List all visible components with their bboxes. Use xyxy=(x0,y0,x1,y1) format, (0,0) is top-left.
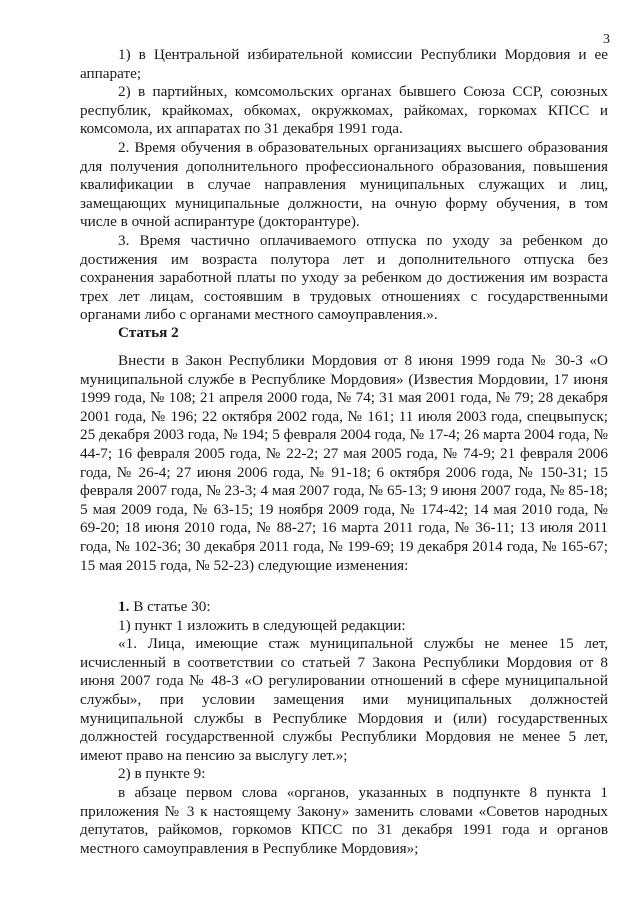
subitem-2: 2) в пункте 9: xyxy=(118,765,206,783)
replacement-paragraph: в абзаце первом слова «органов, указанных в подпункте 8 пункта 1 приложения № 3 к настоящему Закону» заменить словами «Советов народных депутатов, райкомов, горкомов КПСС по 31 декабря 1991 года и органов местного самоуправления в Республике Мордовия»; xyxy=(80,783,608,857)
article-intro-paragraph: Внести в Закон Республики Мордовия от 8 июня 1999 года № 30-З «О муниципальной службе в Республике Мордовия» (Известия Мордовии, 17 июня 1999 года, № 108; 21 апреля 2000 года, № 74; 31 мая 2001 года, № 79; 28 декабря 2001 года, № 196; 22 октября 2002 года, № 161; 11 июля 2003 года, спецвыпуск; 25 декабря 2003 года, № 194; 5 февраля 2004 года, № 17-4; 26 марта 2004 года, № 44-7; 16 февраля 2005 года, № 22-2; 27 мая 2005 года, № 74-9; 21 февраля 2006 года, № 26-4; 27 июня 2006 года, № 91-18; 6 октября 2006 года, № 150-31; 15 февраля 2007 года, № 23-3; 4 мая 2007 года, № 65-13; 9 июня 2007 года, № 85-18; 5 мая 2009 года, № 63-15; 19 ноября 2009 года, № 174-42; 14 мая 2010 года, № 69-20; 18 июня 2010 года, № 88-27; 16 марта 2011 года, № 36-11; 13 июля 2011 года, № 102-36; 30 декабря 2011 года, № 199-69; 19 декабря 2014 года, № 165-67; 15 мая 2015 года, № 52-23) следующие изменения: xyxy=(80,352,608,574)
paragraph-child-care-leave: 3. Время частично оплачиваемого отпуска по уходу за ребенком до достижения им возраста полутора лет и дополнительного отпуска без сохранения заработной платы по уходу за ребенком до достижения им возраста трех лет лицам, состоявшим в трудовых отношениях с государственными органами либо с органами местного самоуправления.». xyxy=(80,231,608,324)
paragraph-cec-apparatus: 1) в Центральной избирательной комиссии Республики Мордовия и ее аппарате; xyxy=(80,46,608,82)
page-number: 3 xyxy=(603,32,610,47)
paragraph-education-time: 2. Время обучения в образовательных организациях высшего образования для получения дополнительного профессионального образования, повышения квалификации в случае направления муниципальных служащих и лиц, замещающих муниципальные должности, на очную форму обучения, в том числе в очной аспирантуре (докторантуре). xyxy=(80,138,608,231)
amendment-item-1 xyxy=(80,598,608,617)
amendment-item-number: 1. xyxy=(118,598,130,615)
amendment-item-text: В статье 30: xyxy=(129,598,211,615)
continued-list-block xyxy=(80,46,608,325)
amendments-block xyxy=(80,598,608,858)
paragraph-party-bodies: 2) в партийных, комсомольских органах бывшего Союза ССР, союзных республик, крайкомах, обкомах, окружкомах, райкомах, горкомах КПСС и комсомола, их аппаратах по 31 декабря 1991 года. xyxy=(80,83,608,138)
article-intro-block xyxy=(80,352,608,575)
quoted-new-text: «1. Лица, имеющие стаж муниципальной службы не менее 15 лет, исчисленный в соответствии со статьей 7 Закона Республики Мордовия от 8 июня 2007 года № 48-З «О регулировании отношений в сфере муниципальной службы», при условии замещения ими муниципальных должностей муниципальной службы в Республике Мордовия и (или) государственных должностей государственной службы Республики Мордовия не менее 5 лет, имеют право на пенсию за выслугу лет.»; xyxy=(80,635,608,764)
subitem-1: 1) пункт 1 изложить в следующей редакции: xyxy=(118,616,406,634)
article-heading: Статья 2 xyxy=(118,324,179,341)
